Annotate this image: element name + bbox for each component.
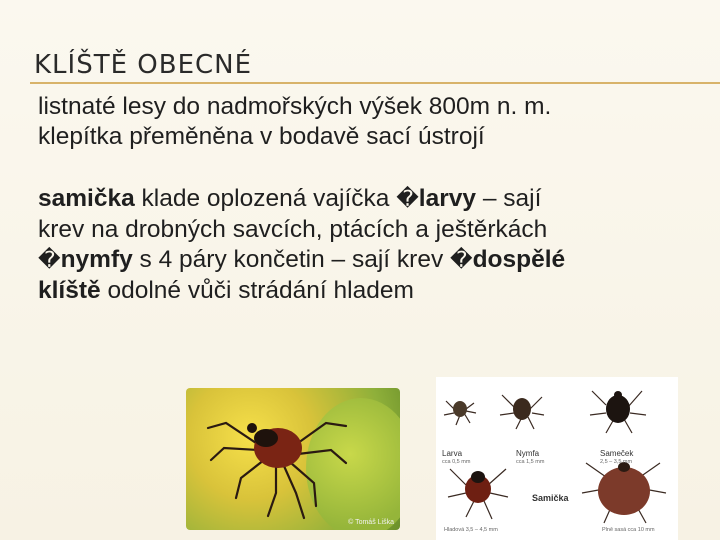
text-starvation: odolné vůči strádání hladem [100, 277, 414, 304]
stage-nymph-label: Nymfa [516, 449, 540, 458]
term-larvae: larvy [418, 185, 477, 212]
missing-arrow-icon: � [396, 187, 419, 212]
term-tick: klíště [38, 277, 101, 304]
photo-credit: © Tomáš Liška [348, 519, 394, 526]
stage-larva-label: Larva [442, 449, 463, 458]
body-line-lifecycle-3 [38, 245, 713, 276]
stages-illustration [436, 377, 678, 540]
stage-male-label: Sameček [600, 449, 634, 458]
slide-title: KLÍŠTĚ OBECNÉ [34, 50, 253, 80]
body-line-habitat: listnaté lesy do nadmořských výšek 800m n. m. [38, 93, 552, 120]
term-nymphs: nymfy [60, 246, 133, 273]
text-suck: – sají [476, 185, 542, 212]
stage-female-label: Samička [532, 493, 569, 503]
term-female: samička [38, 185, 135, 212]
life-stages-diagram [436, 377, 678, 540]
text-legs: s 4 páry končetin – sají krev [132, 246, 451, 273]
missing-arrow-icon: � [450, 248, 473, 273]
stage-larva-size: cca 0,5 mm [442, 459, 471, 465]
term-adult: dospělé [472, 246, 566, 273]
stage-nymph-size: cca 1,5 mm [516, 459, 545, 465]
missing-arrow-icon: � [38, 248, 61, 273]
slide-body [38, 92, 713, 306]
stage-male-size: 2,5 – 3,5 mm [600, 459, 633, 465]
body-line-mouthparts: klepítka přeměněna v bodavě sací ústrojí [38, 123, 485, 150]
body-line-lifecycle-4 [38, 276, 713, 306]
title-divider [30, 82, 720, 84]
tick-illustration [186, 388, 400, 530]
tick-photo [186, 388, 400, 530]
text-eggs: klade oplozená vajíčka [134, 185, 397, 212]
body-line-lifecycle-2: krev na drobných savcích, ptácích a ještěrkách [38, 216, 548, 243]
body-line-lifecycle-1 [38, 184, 713, 215]
stage-female-size: Hladová 3,5 – 4,5 mm [444, 527, 498, 533]
stage-fed-size: Plně sasá cca 10 mm [602, 527, 655, 533]
